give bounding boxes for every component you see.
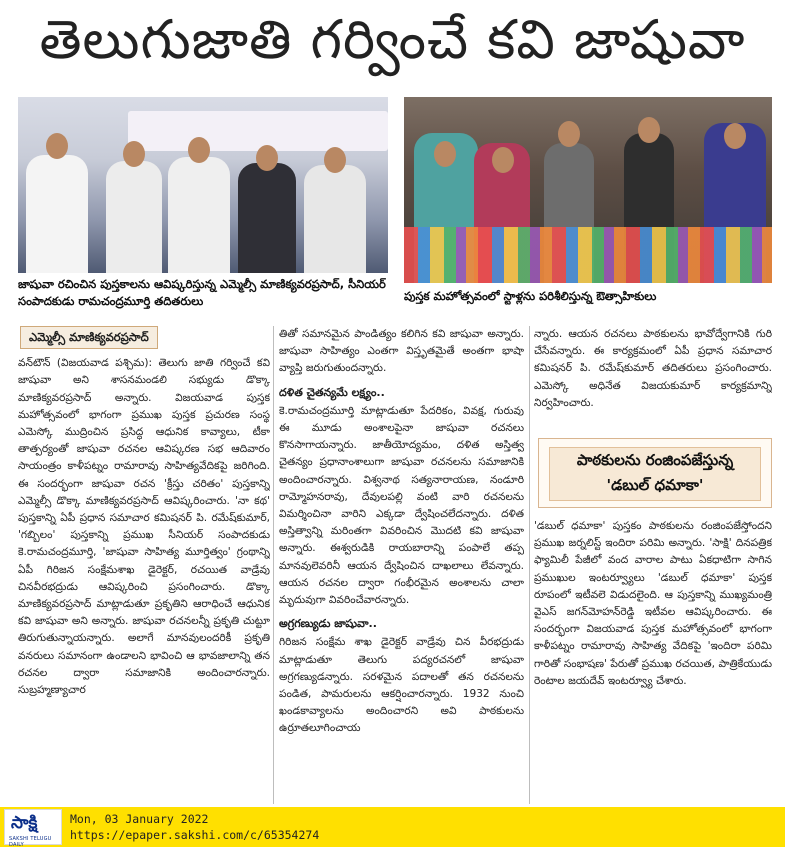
- person-head: [724, 123, 746, 149]
- person-figure: [26, 155, 88, 273]
- book-stall-photo: [404, 97, 772, 283]
- feature-title-line-2: 'డబుల్‌ ధమాకా': [606, 476, 704, 494]
- article-paragraph: న్నారు. ఆయన రచనలు పాఠకులను భావోద్వేగానికి గురి చేసేవన్నారు. ఈ కార్యక్రమంలో ఏపీ ప్రధాన సమాచార కమిషనర్‌ పి. రమేష్‌కుమార్‌ తదితరులు ప్రసంగించారు. ఎమెస్కో అధినేత విజయకుమార్‌ కార్యక్రమాన్ని నిర్వహించారు.: [534, 328, 772, 409]
- person-head: [123, 141, 145, 167]
- epaper-link[interactable]: https://epaper.sakshi.com/c/65354274: [70, 828, 320, 842]
- sakshi-logo[interactable]: [4, 809, 62, 845]
- book-shelf: [404, 227, 772, 283]
- person-figure: [238, 163, 296, 273]
- article-paragraph: కె.రామచంద్రమూర్తి మాట్లాడుతూ పేదరికం, వివక్ష, గురువు ఈ మూడు అంశాలపైనా జాషువా రచనలు కొనసాగాయన్నారు. జాతీయోద్యమం, దళిత అస్తిత్వ చైతన్యం ప్రధానాంశాలుగా జాషువా రచనలను సమాజానికి అందించారన్నారు. విశ్వనాథ సత్యనారాయణ, నండూరి రామ్మోహనరావు, దేవులపల్లి వంటి వారి రచనలను విమర్శించినా వారిని ఎక్కడా ద్వేషించలేదన్నారు. దళిత అస్తిత్వాన్ని మరింతగా వివరించిన మొదటి కవి జాషువా అన్నారు. ఈశ్వరుడికి రాయబారాన్ని పంపాలే తప్ప మానవులెవరినీ ఆయన ద్వేషించిన దాఖలాలు లేవన్నారు. ఆయన రచనల ద్వారా గంభీరమైన అంశాలను చాలా మృదువుగా వివరించేవారన్నారు.: [279, 404, 524, 607]
- article-subhead: ఎమ్మెల్సీ మాణిక్యవరప్రసాద్‌: [20, 326, 158, 349]
- article-paragraph: తితో సమానమైన పాండిత్యం కలిగిన కవి జాషువా అన్నారు. జాషువా సాహిత్యం ఎంతగా విస్తృతమైతే అంతగా భాషా వ్యాప్తి జరుగుతుందన్నారు.: [279, 328, 524, 375]
- person-figure: [304, 165, 366, 273]
- book-release-photo: [18, 97, 388, 273]
- logo-subtitle: SAKSHI TELUGU DAILY: [9, 836, 52, 847]
- article-paragraph: వన్‌టౌన్‌ (విజయవాడ పశ్చిమ): తెలుగు జాతి గర్వించే కవి జాషువా అని శాసనమండలి సభ్యుడు డొక్కా మాణిక్యవరప్రసాద్‌ అన్నారు. విజయవాడ పుస్తక మహోత్సవంలో భాగంగా ప్రముఖ పుస్తక ప్రచురణ సంస్థ ఎమెస్కో ముద్రించిన ప్రసిద్ధ ఆధునిక కావ్యాలు, టీకా తాత్పర్యంతో జాషువా రచనల ఆవిష్కరణ సభ ఆదివారం సాయంత్రం కాళీపట్నం రామారావు సాహిత్యవేదికపై జరిగింది. ఈ సందర్భంగా జాషువా రచన 'క్రీస్తు చరితం' పుస్తకాన్ని ఎమ్మెల్సీ డొక్కా మాణిక్యవరప్రసాద్‌ ఆవిష్కరించారు. 'నా కథ' పుస్తకాన్ని ఏపీ ప్రధాన సమాచార కమిషనర్‌ పి. రమేష్‌కుమార్‌, 'గబ్బిలం' పుస్తకాన్ని ప్రముఖ సీనియర్‌ సంపాదకుడు కె.రామచంద్రమూర్తి, 'జాషువా సాహిత్య మూర్తిత్వం' గ్రంథాన్ని ఏపీ గిరిజన సంక్షేమశాఖ డైరెక్టర్‌, రచయిత వాడ్రేవు చినవీరభద్రుడు ఆవిష్కరించి ప్రసంగించారు. డొక్కా మాణిక్యవరప్రసాద్‌ మాట్లాడుతూ ప్రకృతిని ఆరాధించే ఆధునిక కవి జాషువా అని అన్నారు. జాషువా రచనలన్నీ ప్రకృతి చుట్టూ తిరుగుతున్నాయన్నారు. అలాగే మానవులందరికీ ప్రకృతి వనరులు సమానంగా ఉండాలని భావించి ఆ భావజాలాన్ని తన రచనల ద్వారా సమాజానికి అందించారన్నారు. సుబ్రహ్మణ్యాచార: [18, 357, 270, 697]
- person-head: [492, 147, 514, 173]
- article-paragraph: గిరిజన సంక్షేమ శాఖ డైరెక్టర్‌ వాడ్రేవు చిన వీరభద్రుడు మాట్లాడుతూ తెలుగు పద్యరచనలో జాషువా అగ్రగణ్యుడన్నారు. సరళమైన పదాలతో తన రచనలను పండిత, పామరులను ఆకర్షించారన్నారు. 1932 నుంచి ఖండకావ్యాలను అందించారని అవి పాఠకులను ఉర్రూతలూగించాయ: [279, 636, 524, 735]
- column-divider: [529, 326, 530, 804]
- feature-box: [538, 438, 772, 508]
- page-headline: తెలుగుజాతి గర్వించే కవి జాషువా: [39, 7, 746, 71]
- article-paragraph: 'డబుల్‌ ధమాకా' పుస్తకం పాఠకులను రంజింపజేస్తోందని ప్రముఖ జర్నలిస్ట్‌ ఇందిరా పరిమి అన్నారు. 'సాక్షి' దినపత్రిక ఫ్యామిలీ పేజీలో వంద వారాల పాటు ఏకధాటిగా సాగిన ప్రముఖుల ఇంటర్వ్యూలు 'డబుల్‌ ధమాకా' పుస్తక రూపంలో ఇటీవలె విడుదలైంది. ఆ పుస్తకాన్ని ముఖ్యమంత్రి వైఎస్‌ జగన్‌మోహన్‌రెడ్డి ఇటీవల ఆవిష్కరించారు. ఈ సందర్భంగా విజయవాడ పుస్తక మహోత్సవంలో భాగంగా కాళీపట్నం రామారావు సాహిత్య వేదికపై 'ఇందిరా పరిమి గారితో సంభాషణ' పేరుతో ప్రముఖ రచయిత, పాత్రికేయుడు రెంటాల జయదేవ్‌ ఇంటర్వ్యూ చేశారు.: [534, 520, 772, 687]
- left-photo-caption: జాషువా రచించిన పుస్తకాలను ఆవిష్కరిస్తున్న ఎమ్మెల్సీ మాణిక్యవరప్రసాద్‌, సీనియర్‌ సంపాదకుడు రామచంద్రమూర్తి తదితరులు: [18, 277, 386, 308]
- publication-date: Mon, 03 January 2022: [70, 812, 209, 826]
- article-column-1: [18, 326, 270, 804]
- logo-mark: సాక్షి: [11, 813, 38, 833]
- section-heading: అగ్రగణ్యుడు జాషువా..: [279, 617, 377, 631]
- person-head: [558, 121, 580, 147]
- feature-title-line-1: పాఠకులను రంజింపజేస్తున్న: [576, 451, 734, 469]
- feature-box-title: [549, 447, 761, 501]
- article-column-3: [534, 326, 772, 438]
- person-figure: [106, 161, 162, 273]
- person-head: [46, 133, 68, 159]
- person-head: [638, 117, 660, 143]
- section-heading: దళిత చైతన్యమే లక్ష్యం..: [279, 385, 385, 399]
- stage-banner: [128, 111, 388, 151]
- person-head: [434, 141, 456, 167]
- article-column-2: [279, 326, 524, 804]
- column-divider: [273, 326, 274, 804]
- person-head: [324, 147, 346, 173]
- right-photo-caption: పుస్తక మహోత్సవంలో స్టాళ్లను పరిశీలిస్తున్న ఔత్సాహికులు: [404, 289, 657, 303]
- feature-article-column: [534, 518, 772, 804]
- person-figure: [168, 157, 230, 273]
- person-head: [256, 145, 278, 171]
- footer-bar: [0, 807, 785, 847]
- person-head: [188, 137, 210, 163]
- footer-info: [70, 811, 319, 843]
